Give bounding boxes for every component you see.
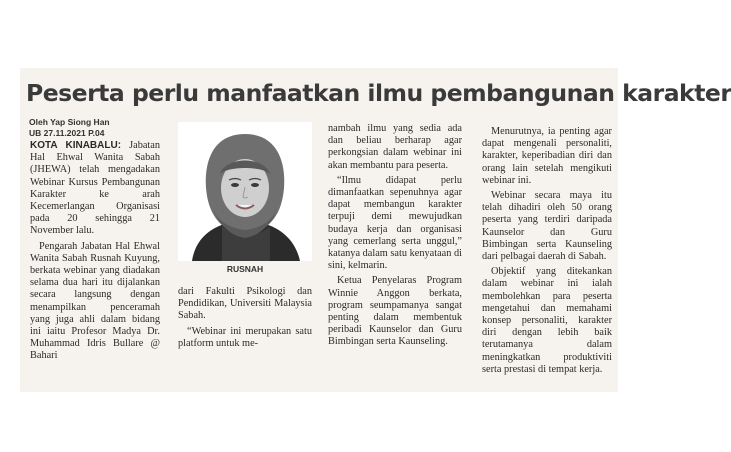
- column-1-paragraph-2: Pengarah Jabatan Hal Ehwal Wanita Sabah Rusnah Kuyung, berkata webinar yang diadakan selama dua hari itu dijalankan secara langsung dengan menampilkan penceramah yang juga ahli dalam bidang ini iaitu Profesor Madya Dr. Muhammad Idris Bullare @ Bahari: [30, 240, 160, 362]
- portrait-photo: [178, 122, 312, 261]
- column-4-paragraph-1: Menurutnya, ia penting agar dapat mengenali personaliti, karakter, keperibadian diri dan orang lain setelah mengikuti webinar ini.: [482, 126, 612, 186]
- article-column-3: [328, 123, 462, 349]
- headline: Peserta perlu manfaatkan ilmu pembangunan karakter: [26, 79, 731, 107]
- article-column-4: [482, 123, 612, 376]
- column-2-paragraph-1: dari Fakulti Psikologi dan Pendidikan, Universiti Malaysia Sabah.: [178, 286, 312, 322]
- dateline: KOTA KINABALU:: [30, 140, 122, 151]
- column-1-text-1: Jabatan Hal Ehwal Wanita Sabah (JHEWA) telah mengadakan Webinar Kursus Pembangunan Karakter ke arah Kecemerlangan Organisasi pada 20 sehingga 21 November lalu.: [30, 140, 161, 237]
- article-column-2: [178, 286, 312, 350]
- article-column-1: [30, 140, 160, 363]
- column-1-paragraph-1: [30, 140, 160, 238]
- column-3-paragraph-1: nambah ilmu yang sedia ada dan beliau berharap agar perkongsian dalam webinar ini akan membantu para peserta.: [328, 123, 462, 171]
- byline-source: UB 27.11.2021 P.04: [29, 128, 105, 138]
- portrait-illustration: [178, 122, 312, 261]
- column-4-paragraph-3: Objektif yang ditekankan dalam webinar ini ialah membolehkan para peserta mengetahui dan memahami konsep personaliti, karakter diri dengan lebih baik terutamanya dalam meningkatkan produktiviti serta prestasi di tempat kerja.: [482, 266, 612, 375]
- column-2-paragraph-2: “Webinar ini merupakan satu platform untuk me-: [178, 325, 312, 349]
- column-3-paragraph-3: Ketua Penyelaras Program Winnie Anggon berkata, program seumpamanya sangat penting dalam membentuk peribadi Kaunselor dan Guru Bimbingan serta Kaunseling.: [328, 275, 462, 348]
- column-3-paragraph-2: “Ilmu didapat perlu dimanfaatkan sepenuhnya agar dapat membangun karakter terpuji demi mewujudkan budaya kerja dan organisasi yang cemerlang serta unggul,” katanya dalam satu kenyataan di sini, kelmarin.: [328, 174, 462, 272]
- column-4-paragraph-2: Webinar secara maya itu telah dihadiri oleh 50 orang peserta yang terdiri daripada Kaunselor dan Guru Bimbingan serta Kaunseling dari pelbagai daerah di Sabah.: [482, 190, 612, 263]
- byline: [29, 117, 110, 139]
- byline-author: Oleh Yap Siong Han: [29, 117, 110, 127]
- photo-caption: RUSNAH: [226, 264, 264, 274]
